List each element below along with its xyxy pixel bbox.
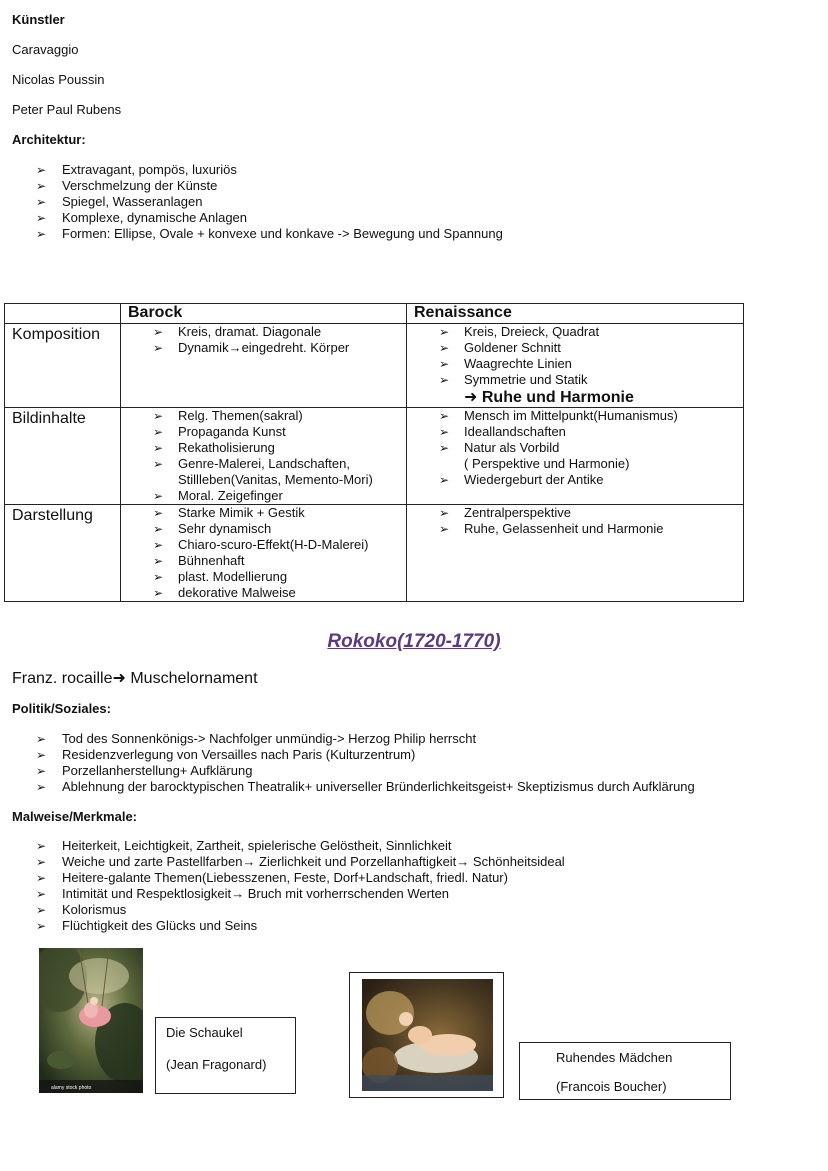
list-item: ➢ plast. Modellierung [153,569,406,585]
list-item: ➢ Ruhe, Gelassenheit und Harmonie [439,521,743,537]
architecture-heading: Architektur: [12,132,86,147]
rokoko-origin [12,668,258,688]
painting-title: Die Schaukel [166,1025,243,1040]
list-item: ➢ dekorative Malweise [153,585,406,601]
list-item: ➢ Ideallandschaften [439,424,743,440]
style-list [36,838,565,934]
style-heading: Malweise/Merkmale: [12,809,138,824]
list-item: ➢ Sehr dynamisch [153,521,406,537]
table-cell [121,505,407,602]
list-item: ➢ Kreis, Dreieck, Quadrat [439,324,743,340]
column-header-renaissance: Renaissance [407,304,744,324]
artists-heading: Künstler [12,12,65,27]
emphasis-text: Ruhe und Harmonie [481,389,634,406]
watermark-text: alamy stock photo [51,1085,92,1091]
list-item: ➢ Ablehnung der barocktypischen Theatralik+ universeller Bründerlichkeitsgeist+ Skeptizismus durch Aufklärung [36,779,695,795]
architecture-list [36,162,503,242]
list-item: ➢ Waagrechte Linien [439,356,743,372]
list-item: ( Perspektive und Harmonie) [464,456,630,471]
row-label: Darstellung [5,505,121,602]
list-item: ➢ Extravagant, pompös, luxuriös [36,162,503,178]
list-item: ➢ Genre-Malerei, Landschaften, [153,456,406,472]
swing-painting-icon [39,948,143,1093]
table-cell [407,505,744,602]
list-item: ➢ Mensch im Mittelpunkt(Humanismus) [439,408,743,424]
table-corner [5,304,121,324]
list-item: ➢ Dynamik→eingedreht. Körper [153,340,406,356]
painting-artist: (Jean Fragonard) [166,1057,267,1072]
painting-reclining-image [349,972,504,1098]
list-item: ➢ Residenzverlegung von Versailles nach Paris (Kulturzentrum) [36,747,695,763]
politics-heading: Politik/Soziales: [12,701,111,716]
list-item [439,388,743,407]
row-label: Komposition [5,324,121,408]
caption-box [519,1042,731,1100]
list-item: ➢ Starke Mimik + Gestik [153,505,406,521]
list-item: Stillleben(Vanitas, Memento-Mori) [178,472,373,487]
list-item: ➢ Formen: Ellipse, Ovale + konvexe und konkave -> Bewegung und Spannung [36,226,503,242]
list-item: ➢ Kolorismus [36,902,565,918]
list-item: ➢ Chiaro-scuro-Effekt(H-D-Malerei) [153,537,406,553]
list-item: ➢ Bühnenhaft [153,553,406,569]
reclining-painting-icon [350,973,503,1097]
painting-swing-image [39,948,143,1093]
list-item: ➢ Weiche und zarte Pastellfarben→ Zierlichkeit und Porzellanhaftigkeit→ Schönheitsideal [36,854,565,870]
artist-name: Peter Paul Rubens [12,102,122,117]
list-item: ➢ Flüchtigkeit des Glücks und Seins [36,918,565,934]
list-item: ➢ Porzellanherstellung+ Aufklärung [36,763,695,779]
arrow-icon: ➜ [112,670,126,687]
row-label: Bildinhalte [5,408,121,505]
list-item: ➢ Propaganda Kunst [153,424,406,440]
table-row [5,505,744,602]
list-item: ➢ Heiterkeit, Leichtigkeit, Zartheit, spielerische Gelöstheit, Sinnlichkeit [36,838,565,854]
table-header-row [5,304,744,324]
painting-title: Ruhendes Mädchen [556,1050,673,1065]
origin-right: Muschelornament [130,670,258,687]
caption-box [155,1017,296,1094]
table-cell [407,324,744,408]
origin-left: Franz. rocaille [12,670,113,687]
list-item: ➢ Natur als Vorbild [439,440,743,456]
list-item: ➢ Wiedergeburt der Antike [439,472,743,488]
list-item: ➢ Goldener Schnitt [439,340,743,356]
list-item: ➢ Moral. Zeigefinger [153,488,406,504]
list-item: ➢ Zentralperspektive [439,505,743,521]
painting-artist: (Francois Boucher) [556,1079,667,1094]
table-row [5,408,744,505]
list-item: ➢ Kreis, dramat. Diagonale [153,324,406,340]
list-item: ➢ Intimität und Respektlosigkeit→ Bruch mit vorherrschenden Werten [36,886,565,902]
list-item: ➢ Komplexe, dynamische Anlagen [36,210,503,226]
rokoko-title-wrap [0,631,828,653]
politics-list [36,731,695,795]
list-item: ➢ Tod des Sonnenkönigs-> Nachfolger unmündig-> Herzog Philip herrscht [36,731,695,747]
list-item: ➢ Verschmelzung der Künste [36,178,503,194]
artist-name: Caravaggio [12,42,79,57]
list-item: ➢ Heitere-galante Themen(Liebesszenen, Feste, Dorf+Landschaft, friedl. Natur) [36,870,565,886]
list-item: ➢ Spiegel, Wasseranlagen [36,194,503,210]
arrow-icon: ➜ [464,389,478,406]
table-cell [121,408,407,505]
table-row [5,324,744,408]
list-item: ➢ Relg. Themen(sakral) [153,408,406,424]
comparison-table [4,303,744,602]
artist-name: Nicolas Poussin [12,72,105,87]
list-item: ➢ Symmetrie und Statik [439,372,743,388]
list-item: ➢ Rekatholisierung [153,440,406,456]
rokoko-title: Rokoko(1720-1770) [327,631,501,652]
table-cell [407,408,744,505]
column-header-barock: Barock [121,304,407,324]
table-cell [121,324,407,408]
